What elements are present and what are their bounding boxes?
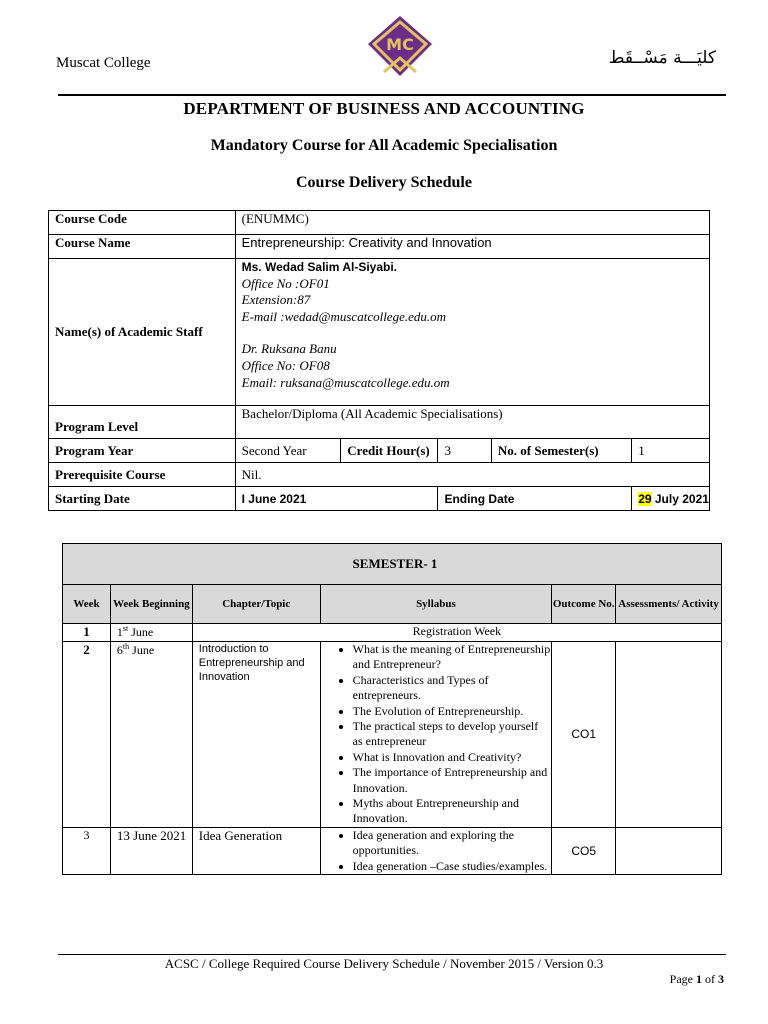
course-info-table	[48, 210, 710, 511]
table-row	[63, 624, 722, 642]
list-item: • Characteristics and Types of entrepreneurs.	[353, 673, 552, 704]
staff-details	[235, 259, 709, 406]
page-total: 3	[718, 972, 724, 986]
week-number: 2	[63, 642, 111, 828]
list-item: • Idea generation –Case studies/examples.	[353, 859, 552, 874]
prerequisite-label: Prerequisite Course	[49, 463, 236, 487]
header-divider	[58, 94, 726, 96]
chapter-topic: Introduction to Entrepreneurship and Innovation	[192, 642, 320, 828]
program-year-label: Program Year	[49, 439, 236, 463]
staff-label: Name(s) of Academic Staff	[49, 259, 236, 406]
syllabus-list	[327, 828, 552, 874]
chapter-topic: Idea Generation	[192, 827, 320, 874]
prerequisite-value: Nil.	[235, 463, 709, 487]
logo-text: MC	[386, 35, 414, 54]
day-suffix: st	[122, 624, 129, 633]
day-value: 6	[116, 643, 123, 657]
program-year-value: Second Year	[235, 439, 341, 463]
col-assessment: Assessments/ Activity	[616, 585, 722, 624]
staff1-office: Office No :OF01	[241, 275, 330, 291]
assessment-cell	[616, 642, 722, 828]
staff2-email: Email: ruksana@muscatcollege.edu.om	[241, 374, 450, 390]
assessment-cell	[616, 827, 722, 874]
program-level-value: Bachelor/Diploma (All Academic Specialisations)	[235, 406, 709, 439]
college-name-arabic: كليَـــة مَسْــقَط	[608, 48, 716, 68]
end-date-value	[632, 487, 710, 511]
end-date-highlight: 29	[638, 491, 652, 506]
semester-title: SEMESTER- 1	[63, 544, 722, 585]
start-date-value: I June 2021	[235, 487, 438, 511]
footer-text: ACSC / College Required Course Delivery Schedule / November 2015 / Version 0.3	[164, 956, 604, 971]
college-name-english: Muscat College	[56, 55, 151, 71]
course-code-label: Course Code	[49, 211, 236, 235]
schedule-title: Course Delivery Schedule	[296, 174, 472, 191]
end-date-label: Ending Date	[438, 487, 632, 511]
syllabus-cell	[320, 827, 552, 874]
list-item: • The importance of Entrepreneurship and Innovation.	[353, 765, 552, 796]
course-name-label: Course Name	[49, 235, 236, 259]
list-item: • The Evolution of Entrepreneurship.	[353, 704, 552, 719]
footer-divider	[58, 954, 726, 955]
staff2-name: Dr. Ruksana Banu	[241, 341, 337, 357]
college-logo	[364, 14, 436, 78]
start-date-label: Starting Date	[49, 487, 236, 511]
day-suffix: th	[122, 642, 130, 651]
semester-schedule-table	[62, 543, 722, 875]
col-chapter: Chapter/Topic	[192, 585, 320, 624]
table-row	[63, 827, 722, 874]
course-name-value: Entrepreneurship: Creativity and Innovation	[235, 235, 709, 259]
semesters-label: No. of Semester(s)	[491, 439, 631, 463]
staff1-name: Ms. Wedad Salim Al-Siyabi.	[241, 260, 397, 274]
month-value: June	[129, 643, 155, 657]
department-title: DEPARTMENT OF BUSINESS AND ACCOUNTING	[183, 99, 585, 118]
outcome-value: CO5	[552, 827, 616, 874]
registration-cell: Registration Week	[192, 624, 721, 642]
program-level-label: Program Level	[49, 406, 236, 439]
credit-hours-value: 3	[438, 439, 491, 463]
week-number: 3	[63, 827, 111, 874]
list-item: • What is the meaning of Entrepreneurship and Entrepreneur?	[353, 642, 552, 673]
syllabus-list	[327, 642, 552, 827]
page-number	[670, 972, 724, 987]
list-item: • The practical steps to develop yourself as entrepreneur	[353, 719, 552, 750]
col-outcome: Outcome No.	[552, 585, 616, 624]
col-syllabus: Syllabus	[320, 585, 552, 624]
staff1-extension: Extension:87	[241, 292, 311, 308]
staff1-email: E-mail :wedad@muscatcollege.edu.om	[241, 308, 447, 324]
week-beginning	[110, 642, 192, 828]
credit-hours-label: Credit Hour(s)	[341, 439, 438, 463]
week-number: 1	[63, 624, 111, 642]
month-value: June	[128, 625, 154, 639]
col-week-beginning: Week Beginning	[110, 585, 192, 624]
page-prefix: Page	[669, 972, 696, 986]
course-code-value: (ENUMMC)	[235, 211, 709, 235]
table-row	[63, 642, 722, 828]
day-value: 1	[116, 625, 123, 639]
col-week: Week	[63, 585, 111, 624]
course-subtitle: Mandatory Course for All Academic Specialisation	[210, 137, 558, 154]
syllabus-cell	[320, 642, 552, 828]
week-beginning: 13 June 2021	[110, 827, 192, 874]
week-beginning	[110, 624, 192, 642]
end-date-rest: July 2021	[651, 491, 709, 506]
list-item: • What is Innovation and Creativity?	[353, 750, 552, 765]
staff2-office: Office No: OF08	[241, 357, 330, 373]
page-current: 1	[696, 972, 702, 986]
outcome-value: CO1	[552, 642, 616, 828]
page-mid: of	[702, 972, 718, 986]
semesters-value: 1	[632, 439, 710, 463]
list-item: • Idea generation and exploring the opportunities.	[353, 828, 552, 859]
list-item: • Myths about Entrepreneurship and Innovation.	[353, 796, 552, 827]
